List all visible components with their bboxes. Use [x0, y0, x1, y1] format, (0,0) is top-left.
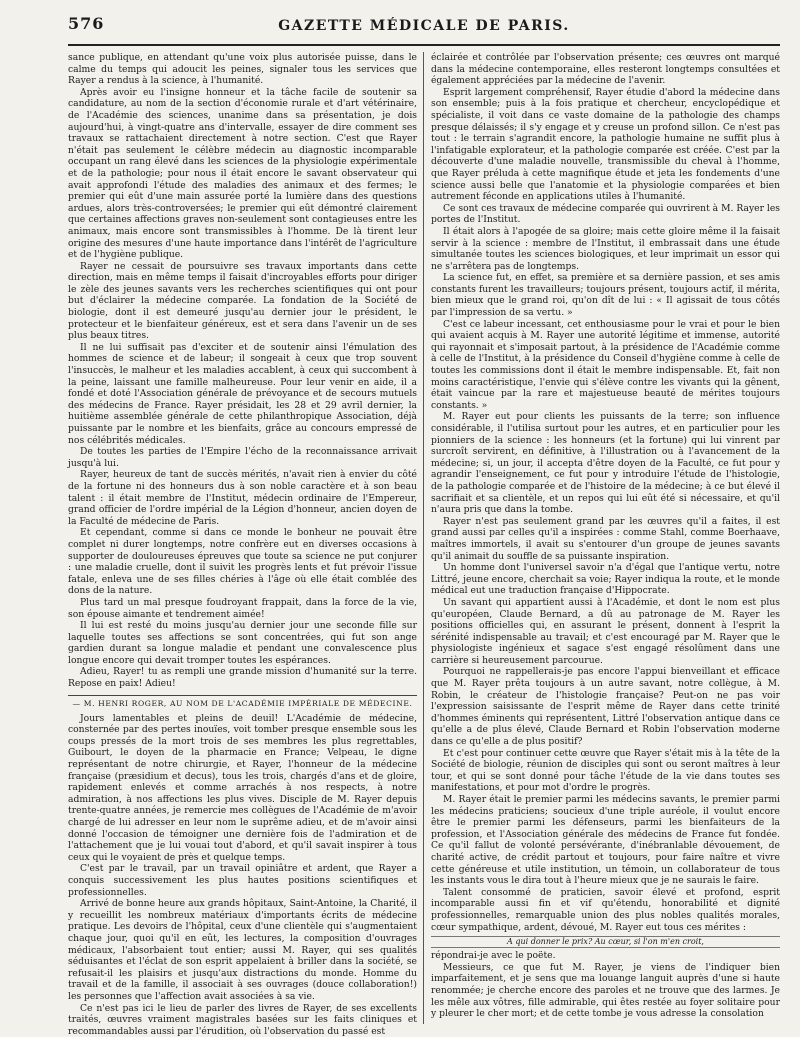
paragraph: Un homme dont l'universel savoir n'a d'égal que l'antique vertu, notre Littré, jeune encore, cherchait sa voie; Rayer indiqua la route, et le monde médical eut une traduction française d'Hippocrate. [431, 562, 780, 597]
paragraph: De toutes les parties de l'Empire l'écho de la reconnaissance arrivait jusqu'à lui. [68, 446, 417, 469]
right-column [431, 52, 780, 1024]
paragraph: Plus tard un mal presque foudroyant frappait, dans la force de la vie, son épouse aimante et tendrement aimée! [68, 597, 417, 620]
journal-title: GAZETTE MÉDICALE DE PARIS. [68, 18, 780, 34]
paragraph: Jours lamentables et pleins de deuil! L'Académie de médecine, consternée par des pertes inouïes, voit tomber presque ensemble sous les coups pressés de la mort trois de ses membres les plus regrettables, Guibourt, le doyen de la pharmacie en France; Velpeau, le digne représentant de notre chirurgie, et Rayer, l'honneur de la médecine française (præsidium et decus), tous les trois, chargés d'ans et de gloire, rapidement enlevés et comme arrachés à nos respects, à notre admiration, à nos affections les plus vives. Disciple de M. Rayer depuis trente-quatre années, je remercie mes collègues de l'Académie de m'avoir chargé de lui adresser en leur nom le suprême adieu, et de m'avoir ainsi donné l'occasion de témoigner une dernière fois de l'admiration et de l'attachement que je lui vouai tout d'abord, et qu'il savait inspirer à tous ceux qui le voyaient de près et quelque temps. [68, 713, 417, 864]
paragraph: Rayer, heureux de tant de succès mérités, n'avait rien à envier du côté de la fortune ni des honneurs dus à son noble caractère et à son beau talent : il était membre de l'Institut, médecin ordinaire de l'Empereur, grand officier de l'ordre impérial de la Légion d'honneur, ancien doyen de la Faculté de médecine de Paris. [68, 469, 417, 527]
paragraph: Arrivé de bonne heure aux grands hôpitaux, Saint-Antoine, la Charité, il y recueillit les nombreux matériaux d'importants écrits de médecine pratique. Les devoirs de l'hôpital, ceux d'une clientèle qui s'augmentaient chaque jour, quoi qu'il en eût, les lectures, la composition d'ouvrages médicaux, l'absorbaient tout entier; aussi M. Rayer, qui ses qualités séduisantes et l'éclat de son esprit appelaient à briller dans la société, se refusait-il les plaisirs et jusqu'aux distractions du monde. Homme du travail et de la famille, il associait à ses ouvrages (douce collaboration!) les personnes que l'affection avait associées à sa vie. [68, 898, 417, 1002]
paragraph: Un savant qui appartient aussi à l'Académie, et dont le nom est plus qu'européen, Claude Bernard, a dû au patronage de M. Rayer les positions officielles qui, en assurant le présent, donnent à l'esprit la sérénité indispensable au travail; et c'est encouragé par M. Rayer que le physiologiste ingénieux et sagace s'est engagé résolûment dans une carrière si heureusement parcourue. [431, 597, 780, 667]
paragraph: Adieu, Rayer! tu as rempli une grande mission d'humanité sur la terre. Repose en paix! Adieu! [68, 666, 417, 689]
paragraph: Et cependant, comme si dans ce monde le bonheur ne pouvait être complet ni durer longtemps, notre confrère eut en diverses occasions à supporter de douloureuses épreuves que toute sa science ne put conjurer : une maladie cruelle, dont il suivit les progrès lents et fut prévoir l'issue fatale, enleva une de ses filles chéries à l'âge où elle était comblée des dons de la nature. [68, 527, 417, 597]
paragraph: répondrai-je avec le poëte. [431, 950, 780, 962]
paragraph: Esprit largement compréhensif, Rayer étudie d'abord la médecine dans son ensemble; puis à la fois pratique et chercheur, encyclopédique et spécialiste, il voit dans ce vaste domaine de la pathologie des champs presque délaissés; il s'y engage et y creuse un profond sillon. Ce n'est pas tout : le terrain s'agrandit encore, la pathologie humaine ne suffit plus à l'infatigable explorateur, et la pathologie comparée est créée. C'est par la découverte d'une maladie nouvelle, transmissible du cheval à l'homme, que Rayer préluda à cette magnifique étude et jeta les fondements d'une science aussi belle que l'anatomie et la physiologie comparées et bien autrement féconde en applications utiles à l'humanité. [431, 87, 780, 203]
paragraph: Talent consommé de praticien, savoir élevé et profond, esprit incomparable aussi fin et vif qu'étendu, honorabilité et dignité professionnelles, remarquable union des plus nobles qualités morales, cœur sympathique, ardent, dévoué, M. Rayer eut tous ces mérites : [431, 887, 780, 933]
paragraph: Il était alors à l'apogée de sa gloire; mais cette gloire même il la faisait servir à la science : membre de l'Institut, il embrassait dans une étude simultanée toutes les sciences biologiques, et leur imprimait un essor qui ne s'arrêtera pas de longtemps. [431, 226, 780, 272]
paragraph: C'est ce labeur incessant, cet enthousiasme pour le vrai et pour le bien qui avaient acquis à M. Rayer une autorité légitime et immense, autorité qui rayonnait et s'imposait partout, à la présidence de l'Académie comme à celle de l'Institut, à la présidence du Conseil d'hygiène comme à celle de toutes les commissions dont il était le membre indispensable. Et, fait non moins caractéristique, l'envie qui s'élève contre les vivants qui la gênent, était vaincue par la rare et majestueuse beauté de mérites toujours constants. » [431, 319, 780, 412]
section-subheading: — M. HENRI ROGER, AU NOM DE L'ACADÉMIE IMPÉRIALE DE MÉDECINE. [68, 695, 417, 709]
paragraph: éclairée et contrôlée par l'observation présente; ces œuvres ont marqué dans la médecine contemporaine, elles resteront longtemps consultées et également appréciées par la médecine de l'avenir. [431, 52, 780, 87]
paragraph: Pourquoi ne rappellerais-je pas encore l'appui bienveillant et efficace que M. Rayer prêta toujours à un autre savant, notre collègue, à M. Robin, le créateur de l'histologie française? Peut-on ne pas voir l'expression saisissante de l'esprit même de Rayer dans cette trinité d'hommes éminents qui représentent, Littré l'observation antique dans ce qu'elle a de plus élevé, Claude Bernard et Robin l'observation moderne dans ce qu'elle a de plus positif? [431, 666, 780, 747]
paragraph: C'est par le travail, par un travail opiniâtre et ardent, que Rayer a conquis successivement les plus hautes positions scientifiques et professionnelles. [68, 863, 417, 898]
paragraph: Ce sont ces travaux de médecine comparée qui ouvrirent à M. Rayer les portes de l'Institut. [431, 203, 780, 226]
paragraph: Rayer n'est pas seulement grand par les œuvres qu'il a faites, il est grand aussi par celles qu'il a inspirées : comme Stahl, comme Boerhaave, maîtres immortels, il avait su s'entourer d'un groupe de jeunes savants qu'il animait du souffle de sa puissante inspiration. [431, 516, 780, 562]
paragraph: M. Rayer était le premier parmi les médecins savants, le premier parmi les médecins praticiens; soucieux d'une triple auréole, il voulut encore être le premier parmi les défenseurs, parmi les bienfaiteurs de la profession, et l'Association générale des médecins de France fut fondée. Ce qu'il fallut de volonté persévérante, d'inébranlable dévouement, de charité active, de crédit partout et toujours, pour faire naître et vivre cette généreuse et utile institution, un témoin, un collaborateur de tous les instants vous le dira tout à l'heure mieux que je ne saurais le faire. [431, 794, 780, 887]
paragraph: M. Rayer eut pour clients les puissants de la terre; son influence considérable, il l'utilisa surtout pour les autres, et en particulier pour les pionniers de la science : les honneurs (et la fortune) qui lui vinrent par surcroît servirent, en définitive, à l'illustration ou à l'avancement de la médecine; si, un jour, il accepta d'être doyen de la Faculté, ce fut pour y agrandir l'enseignement, ce fut pour y introduire l'étude de l'histologie, de la pathologie comparée et de l'histoire de la médecine; à ce but élevé il sacrifiait et sa clientèle, et un repos qui lui eût été si nécessaire, et qu'il n'aura pris que dans la tombe. [431, 411, 780, 515]
paragraph: Messieurs, ce que fut M. Rayer, je viens de l'indiquer bien imparfaitement, et je sens que ma louange languit auprès d'une si haute renommée; je cherche encore des paroles et ne trouve que des larmes. Je les mêle aux vôtres, fille admirable, qui êtes restée au foyer solitaire pour y pleurer le cher mort; et de cette tombe je vous adresse la consolation [431, 962, 780, 1020]
paragraph: Après avoir eu l'insigne honneur et la tâche facile de soutenir sa candidature, au nom de la section d'économie rurale et d'art vétérinaire, de l'Académie des sciences, unanime dans sa présentation, je dois aujourd'hui, à vingt-quatre ans d'intervalle, essayer de dire comment ses travaux se rattachaient directement à notre section. C'est que Rayer n'était pas seulement le célèbre médecin au diagnostic incomparable occupant un rang élevé dans les sciences de la physiologie expérimentale et de la pathologie; pour nous il était encore le savant observateur qui avait approfondi l'étude des maladies des animaux et des fermes; le premier qui eût d'une main assurée porté la lumière dans des questions ardues, alors très-controversées; le premier qui eût démontré clairement que certaines affections graves non-seulement sont contagieuses entre les animaux, mais encore sont transmissibles à l'homme. De là tirent leur origine des mesures d'une haute importance dans l'intérêt de l'agriculture et de l'hygiène publique. [68, 87, 417, 261]
left-column [68, 52, 417, 1024]
paragraph: Rayer ne cessait de poursuivre ses travaux importants dans cette direction, mais en même temps il faisait d'incroyables efforts pour diriger le zèle des jeunes savants vers les recherches scientifiques qui ont pour but d'éclairer la médecine comparée. La fondation de la Société de biologie, dont il est demeuré jusqu'au dernier jour le président, le protecteur et le bienfaiteur généreux, est et sera dans l'avenir un de ses plus beaux titres. [68, 261, 417, 342]
paragraph: Il ne lui suffisait pas d'exciter et de soutenir ainsi l'émulation des hommes de science et de labeur; il songeait à ceux que trop souvent l'insuccès, le malheur et les maladies accablent, à ceux qui succombent à la peine, laissant une famille malheureuse. Pour leur venir en aide, il a fondé et doté l'Association générale de prévoyance et de secours mutuels des médecins de France. Rayer présidait, les 28 et 29 avril dernier, la huitième assemblée générale de cette philanthropique Association, déjà puissante par le nombre et les bienfaits, grâce au concours empressé de nos célébrités médicales. [68, 342, 417, 446]
page-number: 576 [68, 14, 104, 33]
paragraph: La science fut, en effet, sa première et sa dernière passion, et ses amis constants furent les travailleurs; toujours présent, toujours actif, il mérita, bien mieux que le grand roi, qu'on dît de lui : « Il agissait de tous côtés par l'impression de sa vertu. » [431, 272, 780, 318]
verse-quote: A qui donner le prix? Au cœur, si l'on m'en croit, [431, 936, 780, 948]
paragraph: Et c'est pour continuer cette œuvre que Rayer s'était mis à la tête de la Société de biologie, réunion de disciples qui sont ou seront maîtres à leur tour, et qui se sont donné pour tâche l'étude de la vie dans toutes ses manifestations, et pour mot d'ordre le progrès. [431, 748, 780, 794]
page-header [68, 10, 780, 46]
paragraph: Ce n'est pas ici le lieu de parler des livres de Rayer, de ses excellents traités, œuvres vraiment magistrales basées sur les faits cliniques et recommandables aussi par l'érudition, où l'observation du passé est [68, 1003, 417, 1037]
paragraph: sance publique, en attendant qu'une voix plus autorisée puisse, dans le calme du temps qui adoucit les peines, signaler tous les services que Rayer a rendus à la science, à l'humanité. [68, 52, 417, 87]
article-columns [68, 52, 780, 1024]
paragraph: Il lui est resté du moins jusqu'au dernier jour une seconde fille sur laquelle toutes ses affections se sont concentrées, qui fut son ange gardien durant sa longue maladie et pendant une convalescence plus longue encore qui devait tromper toutes les espérances. [68, 620, 417, 666]
